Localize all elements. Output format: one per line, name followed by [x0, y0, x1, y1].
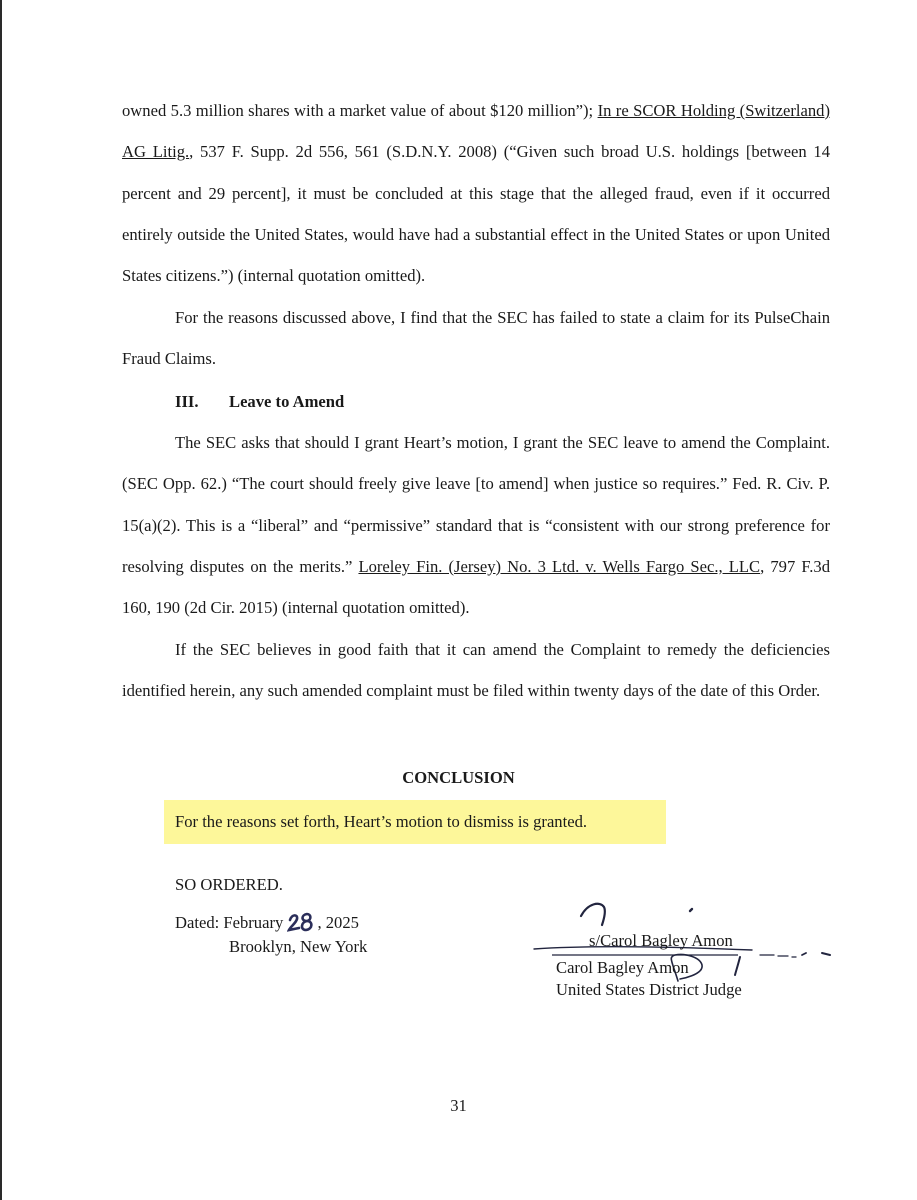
- judge-name: Carol Bagley Amon: [556, 958, 689, 977]
- section-heading: [175, 381, 344, 422]
- dated-prefix: Dated: February: [175, 913, 288, 932]
- conclusion-text: For the reasons set forth, Heart’s motion to dismiss is granted.: [175, 812, 588, 831]
- so-ordered: SO ORDERED.: [175, 875, 283, 894]
- paragraph-text: , 797 F.3d 160, 190 (2d Cir. 2015) (internal quotation omitted).: [122, 556, 830, 618]
- leave-to-amend-paragraph: [122, 422, 830, 628]
- case-citation: Loreley Fin. (Jersey) No. 3 Ltd. v. Wells Fargo Sec., LLC: [358, 556, 761, 576]
- section-number: III.: [175, 392, 199, 411]
- section-title: Leave to Amend: [229, 392, 345, 411]
- page-edge: [0, 0, 2, 1200]
- paragraph-text: owned 5.3 million shares with a market value of about $120 million”);: [122, 101, 598, 120]
- judge-title: United States District Judge: [556, 980, 742, 999]
- dated-suffix: , 2025: [317, 913, 359, 932]
- page-number: 31: [450, 1096, 467, 1115]
- typed-signature: s/Carol Bagley Amon: [589, 931, 733, 950]
- dated-line: [175, 911, 359, 935]
- handwritten-date-icon: [287, 911, 317, 933]
- conclusion-heading: CONCLUSION: [402, 768, 515, 787]
- paragraph-text: The SEC asks that should I grant Heart’s motion, I grant the SEC leave to amend the Complaint. (SEC Opp. 62.) “The court should freely give leave [to amend] when justice so requires.” Fed. R. Civ. P. 15(a)(2). This is a “liberal” and “permissive” standard that is “consistent with our strong preference for resolving disputes on the merits.”: [122, 433, 830, 576]
- case-citation: In re SCOR Holding (Switzerland) AG Litig.: [122, 101, 830, 162]
- paragraph-text: , 537 F. Supp. 2d 556, 561 (S.D.N.Y. 2008) (“Given such broad U.S. holdings [between 14 percent and 29 percent], it must be concluded at this stage that the alleged fraud, even if it occurred entirely outside the United States, would have had a substantial effect in the United States or upon United States citizens.”) (internal quotation omitted).: [122, 142, 830, 286]
- reasons-paragraph: For the reasons discussed above, I find that the SEC has failed to state a claim for its PulseChain Fraud Claims.: [122, 308, 830, 369]
- location: Brooklyn, New York: [229, 937, 368, 956]
- good-faith-paragraph: If the SEC believes in good faith that it can amend the Complaint to remedy the deficiencies identified herein, any such amended complaint must be filed within twenty days of the date of this Order.: [122, 640, 830, 701]
- continuation-paragraph: [122, 90, 830, 296]
